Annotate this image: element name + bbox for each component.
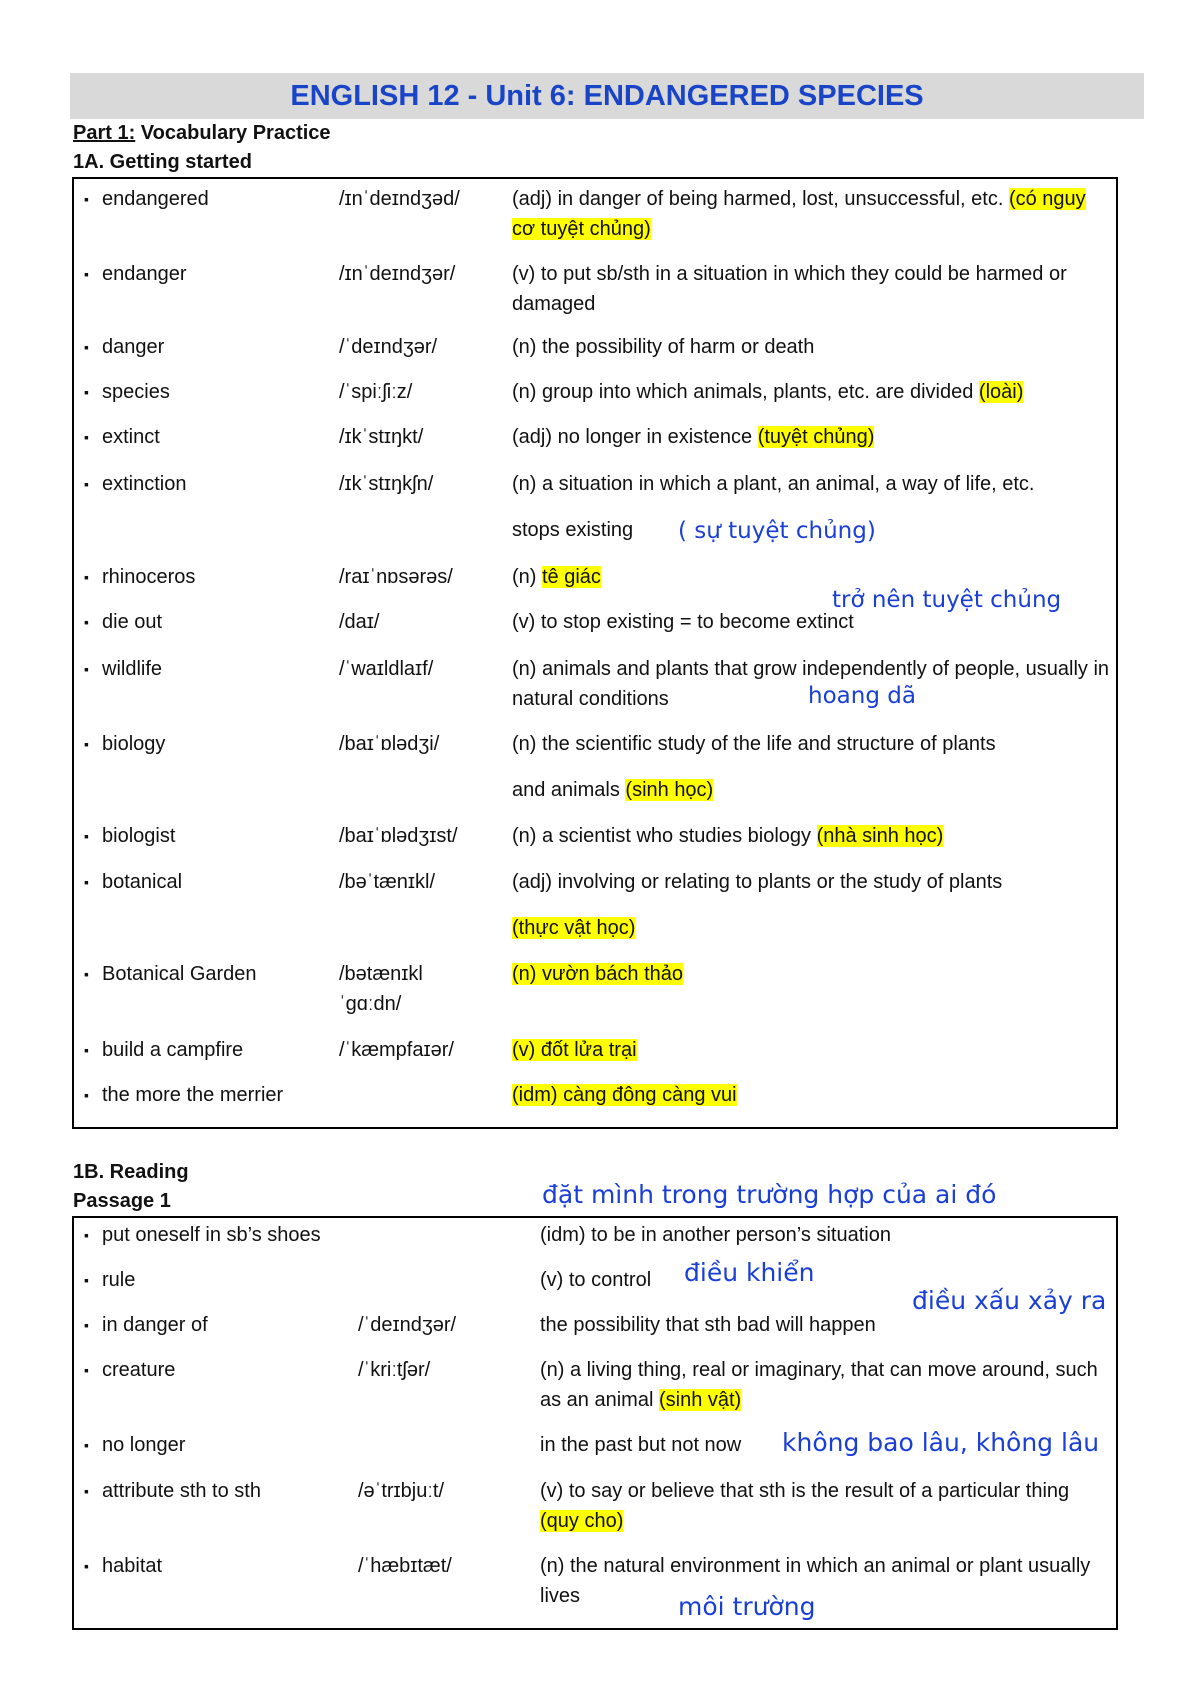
note-moi-truong: môi trường [678, 1592, 816, 1621]
vocab-definition: (n) group into which animals, plants, etc. are divided (loài) [512, 381, 1024, 403]
vocab-definition-cont: and animals (sinh học) [512, 779, 714, 801]
vocab-definition: (n) tê giác [512, 566, 601, 588]
vocab-definition: (idm) càng đông càng vui [512, 1084, 737, 1106]
vocab-definition: (n) the possibility of harm or death [512, 336, 815, 358]
vocab-ipa: /əˈtrɪbjuːt/ [358, 1480, 445, 1502]
section-1a-heading: 1A. Getting started [73, 151, 252, 173]
note-hoang-da: hoang dã [808, 683, 916, 709]
vocab-ipa: /ˈkæmpfaɪər/ [339, 1039, 454, 1061]
vocab-definition: (adj) in danger of being harmed, lost, unsuccessful, etc. (có nguy cơ tuyệt chủng) [512, 188, 1086, 240]
vocab-definition: the possibility that sth bad will happen [540, 1314, 876, 1336]
note-dieu-xau: điều xấu xảy ra [912, 1286, 1107, 1315]
vocab-table-1a [72, 177, 1118, 1129]
vocab-definition: (v) to control [540, 1269, 652, 1291]
vocab-word: ▪ biology [84, 733, 166, 755]
vocab-definition: (idm) to be in another person’s situation [540, 1224, 891, 1246]
vocab-definition: (n) vườn bách thảo [512, 963, 684, 985]
vocab-ipa: /ˈkriːtʃər/ [358, 1359, 431, 1381]
vocab-word: ▪ endanger [84, 263, 187, 285]
part-1-heading: Part 1: Vocabulary Practice [73, 122, 331, 144]
vocab-word: ▪ Botanical Garden [84, 963, 257, 985]
vocab-definition: (adj) involving or relating to plants or the study of plants [512, 871, 1003, 893]
vocab-definition: (v) to say or believe that sth is the result of a particular thing (quy cho) [540, 1480, 1070, 1532]
vocab-ipa: /ˈwaɪldlaɪf/ [339, 658, 434, 680]
note-khong-bao-lau: không bao lâu, không lâu [782, 1428, 1100, 1457]
vocab-definition: (n) a scientist who studies biology (nhà sinh học) [512, 825, 944, 847]
vocab-ipa: /baɪˈɒlədʒɪst/ [339, 825, 458, 847]
vocab-word: ▪ endangered [84, 188, 209, 210]
vocab-definition: (n) a situation in which a plant, an animal, a way of life, etc. [512, 473, 1035, 495]
vocab-ipa: /ɪkˈstɪŋkʃn/ [339, 473, 434, 495]
vocab-ipa: /raɪˈnɒsərəs/ [339, 566, 453, 588]
vocab-word: ▪ extinction [84, 473, 187, 495]
vocab-word: ▪ species [84, 381, 170, 403]
page-title: ENGLISH 12 - Unit 6: ENDANGERED SPECIES [290, 80, 924, 112]
passage-heading: Passage 1 [73, 1190, 171, 1212]
vocab-word: ▪ in danger of [84, 1314, 208, 1336]
vocab-definition: (n) a living thing, real or imaginary, that can move around, such as an animal (sinh vật) [540, 1359, 1098, 1411]
vocab-ipa: /ɪnˈdeɪndʒər/ [339, 263, 456, 285]
vocab-word: ▪ biologist [84, 825, 176, 847]
vocab-word: ▪ habitat [84, 1555, 163, 1577]
vocab-word: ▪ wildlife [84, 658, 163, 680]
note-dieu-khien: điều khiển [684, 1258, 815, 1287]
vocab-word: ▪ no longer [84, 1434, 186, 1456]
vocab-definition-cont: stops existing [512, 519, 634, 541]
vocab-ipa: /ˈdeɪndʒər/ [358, 1314, 457, 1336]
vocab-table-1b [72, 1216, 1118, 1630]
note-tro-nen-tuyet-chung: trở nên tuyệt chủng [832, 587, 1062, 613]
vocab-word: ▪ build a campfire [84, 1039, 244, 1061]
vocab-definition-cont: (thực vật học) [512, 917, 636, 939]
title-bar [70, 73, 1144, 119]
vocab-definition: (v) đốt lửa trại [512, 1039, 637, 1061]
vocab-ipa: /ˈdeɪndʒər/ [339, 336, 438, 358]
vocab-ipa: /ɪnˈdeɪndʒəd/ [339, 188, 460, 210]
vocab-definition: (adj) no longer in existence (tuyệt chủng) [512, 426, 875, 448]
vocab-ipa: /daɪ/ [339, 611, 380, 633]
vocab-word: ▪ attribute sth to sth [84, 1480, 261, 1502]
vocab-definition: (n) the scientific study of the life and structure of plants [512, 733, 996, 755]
vocab-ipa: /bətænɪkl ˈɡɑːdn/ [339, 963, 423, 1015]
vocab-definition: in the past but not now [540, 1434, 742, 1456]
vocab-definition: (n) animals and plants that grow independently of people, usually in natural conditions [512, 658, 1110, 710]
vocab-word: ▪ creature [84, 1359, 176, 1381]
vocab-word: ▪ botanical [84, 871, 183, 893]
vocab-word: ▪ put oneself in sb’s shoes [84, 1224, 321, 1246]
note-su-tuyet-chung: ( sự tuyệt chủng) [678, 518, 876, 544]
vocab-word: ▪ die out [84, 611, 163, 633]
vocab-word: ▪ rhinoceros [84, 566, 196, 588]
vocab-word: ▪ the more the merrier [84, 1084, 284, 1106]
section-1b-heading: 1B. Reading [73, 1161, 189, 1183]
vocab-word: ▪ rule [84, 1269, 136, 1291]
vocab-definition: (v) to stop existing = to become extinct [512, 611, 854, 633]
vocab-ipa: /ˈhæbɪtæt/ [358, 1555, 452, 1577]
vocab-definition: (v) to put sb/sth in a situation in which they could be harmed or damaged [512, 263, 1067, 315]
vocab-ipa: /baɪˈɒlədʒi/ [339, 733, 440, 755]
note-dat-minh: đặt mình trong trường hợp của ai đó [542, 1180, 997, 1209]
vocab-word: ▪ extinct [84, 426, 160, 448]
vocab-ipa: /ɪkˈstɪŋkt/ [339, 426, 424, 448]
vocab-ipa: /ˈspiːʃiːz/ [339, 381, 413, 403]
vocab-word: ▪ danger [84, 336, 165, 358]
vocab-definition: (n) the natural environment in which an animal or plant usually lives [540, 1555, 1091, 1607]
vocab-ipa: /bəˈtænɪkl/ [339, 871, 436, 893]
